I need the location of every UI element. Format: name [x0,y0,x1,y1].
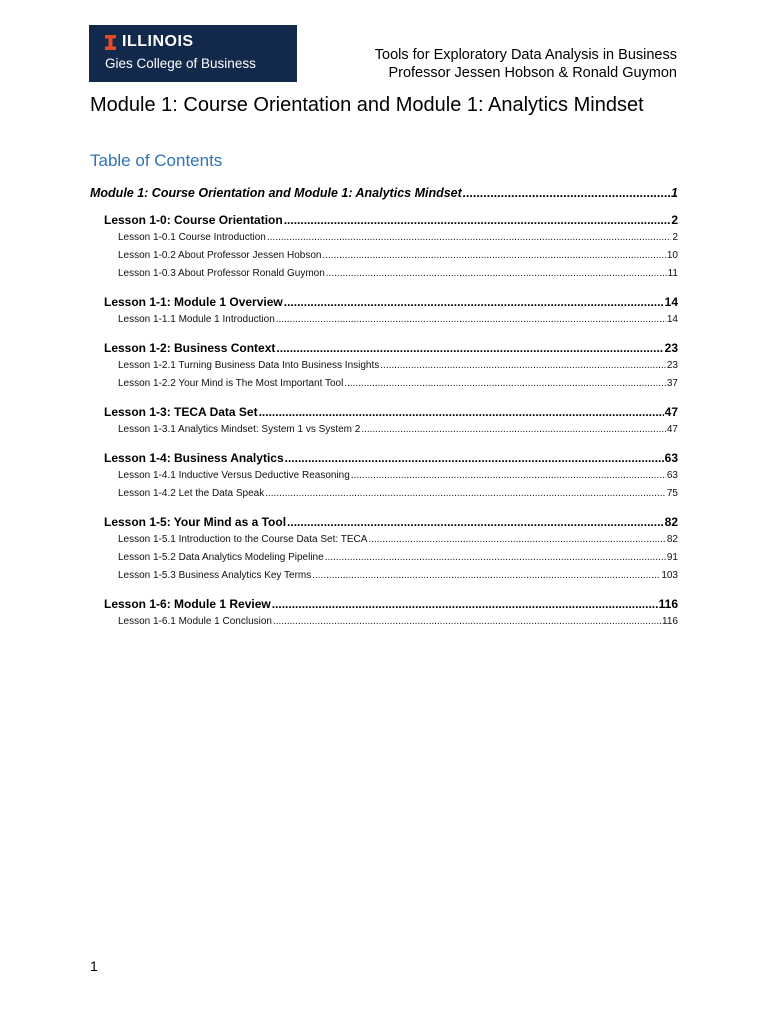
toc-entry[interactable] [90,485,678,503]
toc-entry-label: Lesson 1-1: Module 1 Overview [104,295,283,309]
toc-leader-dots [259,403,664,421]
toc-entry-page: 75 [666,488,678,499]
toc-leader-dots [380,357,666,375]
toc-entry[interactable] [90,567,678,585]
toc-entry-label: Lesson 1-2.2 Your Mind is The Most Important Tool [118,378,344,389]
toc-entry-label: Lesson 1-0.2 About Professor Jessen Hobson [118,250,322,261]
logo-illinois-text: ILLINOIS [122,33,194,50]
toc-entry-label: Lesson 1-5: Your Mind as a Tool [104,515,287,529]
toc-leader-dots [276,339,663,357]
toc-entry-page: 63 [666,470,678,481]
toc-leader-dots [284,211,671,229]
logo-gies-text: Gies College of Business [105,56,256,71]
toc-entry-label: Lesson 1-1.1 Module 1 Introduction [118,314,275,325]
toc-entry-page: 11 [667,268,678,279]
toc-entry[interactable] [90,513,678,531]
toc-entry-page: 10 [666,250,678,261]
toc-entry-label: Lesson 1-0: Course Orientation [104,213,283,227]
toc-entry-label: Lesson 1-5.3 Business Analytics Key Terms [118,570,312,581]
toc-entry[interactable] [90,549,678,567]
toc-entry-page: 82 [666,534,678,545]
toc-entry-page: 116 [658,597,678,611]
toc-entry[interactable] [90,449,678,467]
toc-leader-dots [351,467,666,485]
toc-entry[interactable] [90,265,678,283]
toc-entry-page: 116 [662,616,678,627]
toc-leader-dots [368,531,665,549]
toc-entry-label: Lesson 1-4.2 Let the Data Speak [118,488,265,499]
toc-entry-page: 1 [671,186,678,200]
toc-entry-label: Lesson 1-5.2 Data Analytics Modeling Pipeline [118,552,324,563]
toc-entry[interactable] [90,311,678,329]
toc-entry-page: 2 [672,232,678,243]
toc-entry-label: Lesson 1-6: Module 1 Review [104,597,271,611]
professors-line: Professor Jessen Hobson & Ronald Guymon [388,65,677,81]
toc-leader-dots [267,229,672,247]
toc-entry-label: Lesson 1-0.3 About Professor Ronald Guymon [118,268,325,279]
logo-top-row [105,34,297,50]
gies-logo [89,25,297,82]
toc-entry-label: Lesson 1-2.1 Turning Business Data Into Business Insights [118,360,380,371]
toc-leader-dots [285,449,664,467]
toc-entry[interactable] [90,595,678,613]
toc-entry[interactable] [90,613,678,631]
toc-entry[interactable] [90,421,678,439]
toc-entry-label: Lesson 1-6.1 Module 1 Conclusion [118,616,272,627]
toc-entry-label: Lesson 1-0.1 Course Introduction [118,232,266,243]
toc-entry[interactable] [90,357,678,375]
toc-leader-dots [265,485,666,503]
toc-entry-label: Lesson 1-3.1 Analytics Mindset: System 1 vs System 2 [118,424,361,435]
toc-entry-label: Lesson 1-3: TECA Data Set [104,405,258,419]
toc-leader-dots [322,247,665,265]
toc-entry-page: 47 [666,424,678,435]
toc-entry-page: 82 [664,515,678,529]
toc-entry-label: Lesson 1-4.1 Inductive Versus Deductive Reasoning [118,470,350,481]
toc-leader-dots [344,375,666,393]
toc-entry[interactable] [90,247,678,265]
toc-entry[interactable] [90,183,678,203]
toc-leader-dots [312,567,660,585]
toc-entry[interactable] [90,531,678,549]
page-number: 1 [90,958,98,974]
toc-entry-page: 14 [666,314,678,325]
toc-entry-page: 103 [661,570,678,581]
toc-leader-dots [325,549,666,567]
toc-entry-page: 91 [666,552,678,563]
course-header [375,46,677,82]
block-i-icon [105,35,116,50]
toc-entry-page: 2 [671,213,678,227]
toc-entry[interactable] [90,293,678,311]
toc-entry-page: 47 [664,405,678,419]
toc-entry-label: Module 1: Course Orientation and Module 1: Analytics Mindset [90,186,462,200]
toc-entry-label: Lesson 1-4: Business Analytics [104,451,284,465]
toc-heading: Table of Contents [90,151,223,170]
table-of-contents [90,183,678,631]
toc-leader-dots [287,513,664,531]
toc-leader-dots [284,293,664,311]
toc-entry-page: 63 [664,451,678,465]
toc-entry-page: 23 [666,360,678,371]
toc-entry[interactable] [90,403,678,421]
toc-entry-page: 37 [666,378,678,389]
toc-entry-label: Lesson 1-2: Business Context [104,341,276,355]
document-title: Module 1: Course Orientation and Module 1: Analytics Mindset [90,94,644,116]
course-title: Tools for Exploratory Data Analysis in Business [374,47,677,63]
toc-entry[interactable] [90,211,678,229]
toc-entry[interactable] [90,229,678,247]
toc-entry[interactable] [90,467,678,485]
toc-leader-dots [326,265,667,283]
toc-leader-dots [276,311,666,329]
toc-entry-label: Lesson 1-5.1 Introduction to the Course Data Set: TECA [118,534,368,545]
toc-entry[interactable] [90,339,678,357]
toc-leader-dots [272,595,658,613]
toc-leader-dots [273,613,661,631]
toc-entry-page: 23 [664,341,678,355]
toc-entry[interactable] [90,375,678,393]
toc-leader-dots [361,421,666,439]
toc-leader-dots [463,183,670,203]
toc-entry-page: 14 [664,295,678,309]
